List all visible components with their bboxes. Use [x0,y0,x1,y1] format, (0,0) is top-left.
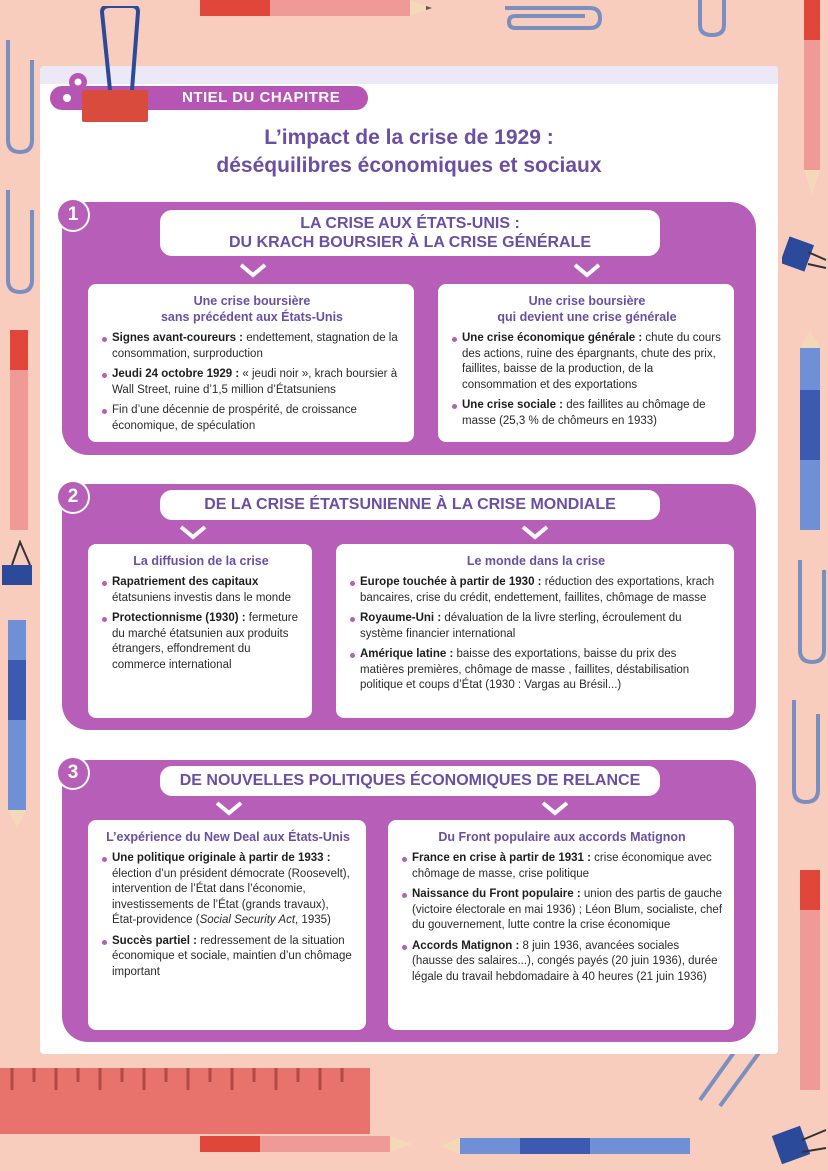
item-keyword: Naissance du Front populaire : [412,888,581,900]
section-banner-line-1: DE LA CRISE ÉTATSUNIENNE À LA CRISE MONDIALE [204,496,616,513]
chevron-down-icon [214,800,244,816]
section-banner [160,490,660,520]
section-number: 2 [56,480,90,514]
item-text: baisse des exportations, baisse du prix des matières premières, chômage de masse , faillites, déstabilisation politique et coups d’État (1930 : Vargas au Brésil...) [360,648,690,691]
box-title-line-1: L’expérience du New Deal aux États-Unis [106,830,350,844]
chevron-down-icon [520,524,550,540]
item-keyword: Amérique latine : [360,648,454,660]
item-text: dévaluation de la livre sterling, écroulement du système financier international [360,612,682,640]
list-item [402,939,722,986]
item-keyword: Rapatriement des capitaux [112,576,259,588]
content-box [88,820,366,1030]
page-title-line-1: L’impact de la crise de 1929 : [264,126,554,149]
bullet-list [102,851,354,980]
paperclip-decoration [790,560,828,670]
item-keyword: Une crise sociale : [462,399,563,411]
binder-clip-decoration [782,230,828,290]
list-item [102,611,300,673]
item-text: fermeture du marché étatsunien aux produits étrangers, effondrement du commerce international [112,612,298,671]
box-title [350,553,722,569]
section-banner-line-1: LA CRISE AUX ÉTATS-UNIS : [300,215,520,232]
binder-clip-decoration [0,540,40,600]
pen-decoration-right [792,330,828,530]
list-item [452,331,722,393]
box-title-line-2: sans précédent aux États-Unis [160,310,343,324]
item-keyword: Une crise économique générale : [462,332,643,344]
bullet-list [452,331,722,429]
pencil-decoration-top [200,0,440,30]
item-keyword: Protectionnisme (1930) : [112,612,246,624]
binder-clip-decoration [772,1120,828,1171]
pen-decoration-left [0,620,40,830]
item-keyword: Europe touchée à partir de 1930 : [360,576,542,588]
paperclip-decoration [495,0,605,40]
item-text: endettement, stagnation de la consommation, surproduction [112,332,398,360]
list-item [102,575,300,606]
item-keyword: Signes avant-coureurs : [112,332,244,344]
bullet-list [102,331,402,434]
item-italic-text: Social Security Act [199,914,296,926]
pencil-decoration-left [0,330,40,530]
content-box [388,820,734,1030]
paperclip-decoration [782,700,828,810]
box-title-line-2: qui devient une crise générale [497,310,677,324]
section-1 [62,202,756,455]
content-box [336,544,734,718]
list-item [102,331,402,362]
item-text: élection d’un président démocrate (Roosevelt), intervention de l’État dans l’économie, investissements de l’État (grands travaux), État-providence [112,867,350,926]
item-text: chute du cours des actions, ruine des épargnants, chute des prix, faillites, baisse de la production, de la consommation et des exportations [462,332,721,391]
item-keyword: Jeudi 24 octobre 1929 : [112,368,240,380]
section-number: 1 [56,198,90,232]
list-item [402,851,722,882]
item-text: des faillites au chômage de masse (25,3 % de chômeurs en 1933) [462,399,706,427]
item-keyword: Royaume-Uni : [360,612,442,624]
bullet-list [402,851,722,985]
box-title [102,829,354,845]
content-box [88,284,414,442]
section-banner-line-2: DU KRACH BOURSIER À LA CRISE GÉNÉRALE [228,234,592,251]
list-item: Une politique originale à partir de 1933 : élection d’un président démocrate (Roosevelt), intervention de l’État dans l’économie, investissements de l’État (grands travaux), État-providence (Social Security Act, 1935) [102,851,354,929]
page-title [40,124,778,180]
box-title [402,829,722,845]
list-item [102,367,402,398]
list-item [350,575,722,606]
section-banner [160,210,660,256]
list-item [102,934,354,981]
box-title-line-1: Du Front populaire aux accords Matignon [438,830,686,844]
paperclip-decoration [0,40,40,160]
box-title [102,293,402,325]
list-item [350,611,722,642]
paperclip-decoration [690,0,750,40]
pencil-decoration-right [792,870,828,1090]
item-text: réduction des exportations, krach bancaires, crise du crédit, endettement, faillites, chômage de masse [360,576,715,604]
page-title-line-2: déséquilibres économiques et sociaux [216,154,602,177]
binder-clip-icon [80,6,160,126]
pencil-decoration-right [796,0,828,200]
section-number: 3 [56,756,90,790]
chapter-tab-label: NTIEL DU CHAPITRE [182,89,341,106]
summary-sheet [40,66,778,1054]
section-banner-line-1: DE NOUVELLES POLITIQUES ÉCONOMIQUES DE RELANCE [179,772,641,789]
list-item [452,398,722,429]
item-text: étatsuniens investis dans le monde [112,591,291,604]
chevron-down-icon [540,800,570,816]
section-2 [62,484,756,730]
item-text: crise économique avec chômage de masse, crise politique [412,852,712,880]
section-3 [62,760,756,1042]
bullet-list [350,575,722,694]
list-item [402,887,722,934]
chevron-down-icon [238,262,268,278]
box-title [102,553,300,569]
list-item [102,403,402,434]
chevron-down-icon [178,524,208,540]
box-title-line-1: Le monde dans la crise [466,554,606,568]
paperclip-decoration [0,190,40,300]
content-box [438,284,734,442]
item-text: 8 juin 1936, avancées sociales (hausse des salaires...), congés payés (20 juin 1936), durée légale du travail hebdomadaire à 40 heures (21 juin 1936) [412,939,718,983]
box-title-line-1: Une crise boursière [528,294,646,308]
box-title [452,293,722,325]
item-keyword: France en crise à partir de 1931 : [412,852,591,864]
item-text: redressement de la situation économique et sociale, maintien d’un chômage important [112,934,352,978]
item-keyword: Une politique originale à partir de 1933 : [112,852,331,864]
item-text: union des partis de gauche (victoire électorale en mai 1936) ; Léon Blum, socialiste, chef du gouvernement, lutte contre la crise économique [412,888,723,931]
pencil-decoration-bottom [200,1130,420,1160]
chevron-down-icon [572,262,602,278]
pen-decoration-bottom [440,1130,700,1162]
item-keyword: Accords Matignon : [412,939,520,952]
item-text: Fin d’une décennie de prospérité, de croissance économique, de spéculation [112,404,357,432]
list-item [350,647,722,694]
box-title-line-1: La diffusion de la crise [133,554,269,568]
box-title-line-1: Une crise boursière [193,294,311,308]
bullet-list [102,575,300,673]
section-banner [160,766,660,796]
content-box [88,544,312,718]
item-text: « jeudi noir », krach boursier à Wall Street, ruine d’1,5 million d’Étatsuniens [112,368,398,396]
item-text-tail: , 1935) [295,914,331,926]
item-keyword: Succès partiel : [112,934,198,947]
